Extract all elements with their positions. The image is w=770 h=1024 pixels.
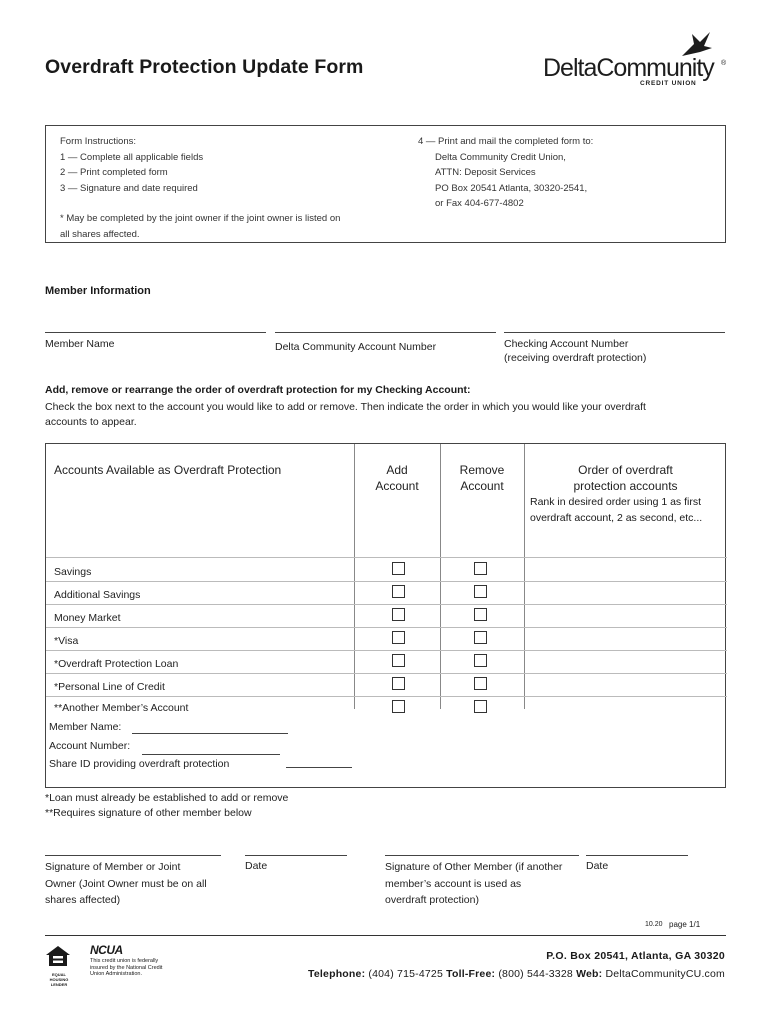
add-money-market-checkbox[interactable] [392,608,405,621]
account-number-label: Delta Community Account Number [275,341,437,353]
house-icon [45,945,71,967]
row-divider [46,604,727,605]
form-version: 10.20 [645,921,663,928]
signature-label-line: Signature of Member or Joint [45,861,181,873]
accounts-section-desc: accounts to appear. [45,416,137,428]
col-header-remove: Remove [459,463,505,477]
member-info-heading: Member Information [45,285,151,297]
col-header-add: Add [386,463,408,477]
row-divider [46,673,727,674]
account-row-label: Savings [54,566,92,578]
other-member-name-label: Member Name: [49,721,122,733]
page-number: page 1/1 [669,920,701,929]
telephone-label: Telephone: [308,968,366,980]
other-member-signature-field[interactable] [385,855,579,856]
account-row-label: Money Market [54,612,121,624]
row-divider [46,650,727,651]
remove-another-member-checkbox[interactable] [474,700,487,713]
ncua-line: insured by the National Credit [90,964,163,971]
footer-contact [308,968,725,980]
account-row-label: *Personal Line of Credit [54,681,165,693]
add-overdraft-loan-checkbox[interactable] [392,654,405,667]
row-divider [46,557,727,558]
page-title: Overdraft Protection Update Form [45,56,364,78]
signature-note: **Requires signature of other member below [45,807,252,819]
web-label: Web: [576,968,603,980]
footer-address: P.O. Box 20541, Atlanta, GA 30320 [546,950,725,962]
delta-community-logo [540,30,730,92]
other-account-number-field[interactable] [142,754,280,755]
col-header-order: protection accounts [573,479,678,493]
ncua-line: Union Administration. [90,971,142,977]
instruction-step: 1 — Complete all applicable fields [60,151,204,163]
other-member-name-field[interactable] [132,733,288,734]
account-row-label: *Visa [54,635,79,647]
accounts-section-desc: Check the box next to the account you would like to add or remove. Then indicate the order in which you would like your overdraft [45,401,646,413]
mail-address-line: ATTN: Deposit Services [435,167,536,178]
add-personal-line-checkbox[interactable] [392,677,405,690]
mail-address-line: Delta Community Credit Union, [435,151,566,163]
equal-housing-lender-logo [45,945,73,987]
tollfree-label: Toll-Free: [446,968,496,980]
account-number-field[interactable] [275,332,496,333]
remove-visa-checkbox[interactable] [474,631,487,644]
mail-heading: 4 — Print and mail the completed form to: [418,136,594,147]
web-link[interactable]: DeltaCommunityCU.com [605,968,725,980]
ncua-badge [90,943,162,978]
other-account-number-label: Account Number: [49,740,131,752]
ehl-text: EQUAL HOUSING LENDER [49,972,69,987]
joint-owner-note: * May be completed by the joint owner if the joint owner is listed on [60,213,341,224]
col-header-order: Order of overdraft [578,463,673,477]
member-signature-field[interactable] [45,855,221,856]
checking-account-field[interactable] [504,332,725,333]
share-id-field[interactable] [286,767,352,768]
order-instructions: Rank in desired order using 1 as first [530,496,701,508]
other-member-date-label: Date [586,860,609,872]
checking-account-sublabel: (receiving overdraft protection) [504,352,647,364]
remove-additional-savings-checkbox[interactable] [474,585,487,598]
instruction-step: 2 — Print completed form [60,167,168,178]
logo-subtext: CREDIT UNION [640,80,697,87]
member-date-field[interactable] [245,855,347,856]
account-row-label: Additional Savings [54,589,141,601]
account-row-label: *Overdraft Protection Loan [54,658,179,670]
row-divider [46,627,727,628]
add-savings-checkbox[interactable] [392,562,405,575]
mail-address-line: PO Box 20541 Atlanta, 30320-2541, [435,182,588,194]
member-name-field[interactable] [45,332,266,333]
remove-personal-line-checkbox[interactable] [474,677,487,690]
row-divider [46,581,727,582]
instructions-heading: Form Instructions: [60,136,137,147]
col-header-remove: Account [460,479,504,493]
logo-wordmark: DeltaCommunity [543,54,714,82]
other-member-date-field[interactable] [586,855,688,856]
col-header-add: Account [375,479,419,493]
col-header-accounts: Accounts Available as Overdraft Protection [54,463,282,477]
checking-account-label: Checking Account Number [504,338,629,350]
member-date-label: Date [245,860,268,872]
signature-label-line: Signature of Other Member (if another [385,861,563,873]
signature-label-line: Owner (Joint Owner must be on all [45,877,207,890]
signature-label-line: shares affected) [45,894,121,906]
signature-label-line: overdraft protection) [385,894,479,906]
loan-note: *Loan must already be established to add or remove [45,792,289,804]
other-member-signature-label [385,859,562,909]
telephone-number: (404) 715-4725 [368,968,444,980]
accounts-table [45,443,726,788]
remove-overdraft-loan-checkbox[interactable] [474,654,487,667]
account-row-label: **Another Member’s Account [54,702,189,714]
add-visa-checkbox[interactable] [392,631,405,644]
accounts-section-heading: Add, remove or rearrange the order of overdraft protection for my Checking Account: [45,384,471,396]
remove-money-market-checkbox[interactable] [474,608,487,621]
row-divider [46,696,727,697]
mail-address-line: or Fax 404-677-4802 [435,198,524,209]
logo-registered-mark: ® [721,60,727,67]
footer-rule [45,935,726,936]
member-signature-label [45,859,207,909]
instructions-box [45,125,726,243]
order-instructions: overdraft account, 2 as second, etc... [530,512,703,524]
signature-label-line: member’s account is used as [385,877,522,890]
add-another-member-checkbox[interactable] [392,700,405,713]
instruction-step: 3 — Signature and date required [60,182,198,194]
joint-owner-note: all shares affected. [60,228,140,240]
share-id-label: Share ID providing overdraft protection [49,758,230,770]
ncua-title: NCUA [90,943,123,957]
add-additional-savings-checkbox[interactable] [392,585,405,598]
member-name-label: Member Name [45,338,115,350]
remove-savings-checkbox[interactable] [474,562,487,575]
tollfree-number: (800) 544-3328 [498,968,573,980]
ncua-line: This credit union is federally [90,958,159,964]
